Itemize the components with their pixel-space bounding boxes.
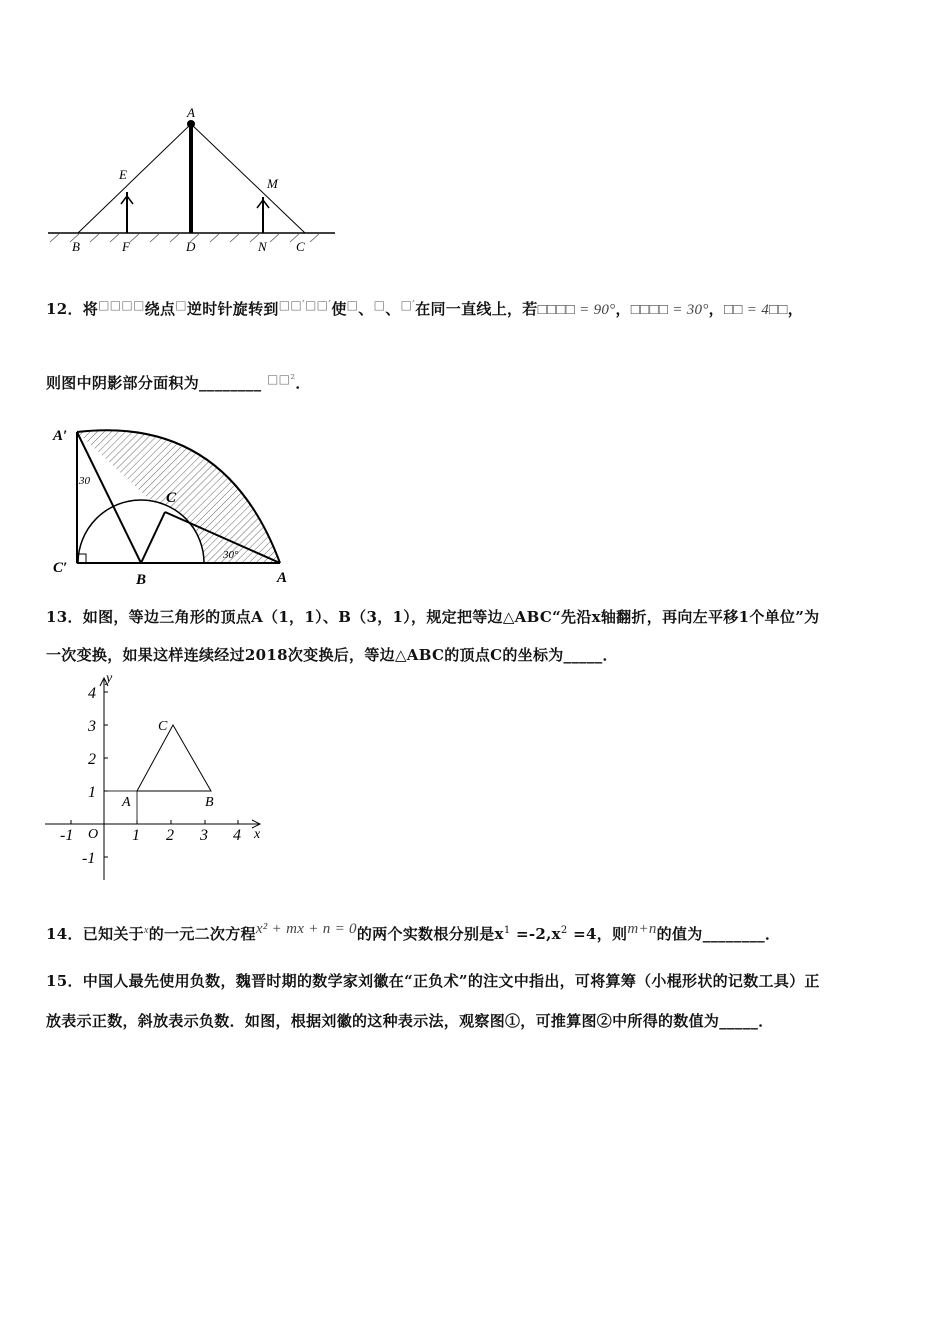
point-label-C: C [158,719,168,734]
label-N: N [258,239,267,254]
question-12-line-1: 12．将□□□□绕点□逆时针旋转到□□′□□′使□、□、□′在同一直线上，若□□□□ = 90°，□□□□ = 30°，□□ = 4□□， [46,298,804,318]
origin-label: O [88,827,99,842]
y-tick-label: 1 [88,784,96,801]
label-D: D [186,239,196,254]
label-F: F [122,239,130,254]
x-tick-label: 4 [233,827,241,844]
angle-label-30: 30 [79,475,90,487]
question-13-line-2: 一次变换，如果这样连续经过2018次变换后，等边△ABC的顶点C的坐标为_____． [46,646,618,664]
point-label-A: A [122,795,131,810]
y-tick-label: 3 [88,718,96,735]
x-tick-label: 1 [132,827,140,844]
label-B: B [72,239,80,254]
y-axis-label: y [106,671,113,686]
question-15-line-1: 15．中国人最先使用负数，魏晋时期的数学家刘徽在“正负术”的注文中指出，可将算筹（小棍形状的记数工具）正 [46,972,820,990]
label-C-prime: C′ [53,560,68,576]
question-15-line-2: 放表示正数，斜放表示负数．如图，根据刘徽的这种表示法，观察图①，可推算图②中所得的数值为_____． [46,1012,774,1030]
label-C: C [296,239,305,254]
label-M: M [267,176,278,191]
question-13-line-1: 13．如图，等边三角形的顶点A（1，1）、B（3，1），规定把等边△ABC“先沿x轴翻折，再向左平移1个单位”为 [46,608,820,626]
y-tick-label: -1 [82,850,96,867]
label-A-prime: A′ [53,428,68,444]
x-axis-label: x [254,827,261,842]
question-12-line-2: 则图中阴影部分面积为________ $^{□□^2}$． [46,372,311,392]
point-label-B: B [205,795,214,810]
y-tick-label: 4 [88,685,96,702]
label-A: A [277,570,288,586]
y-tick-label: 2 [88,751,96,768]
x-tick-label: 3 [200,827,208,844]
label-B: B [136,572,147,588]
x-tick-label: -1 [60,827,74,844]
angle-label-30-degrees: 30° [223,549,239,561]
x-tick-label: 2 [166,827,174,844]
label-A: A [187,105,195,120]
figure-12-diagram [45,420,295,590]
figure-13-coordinate-plane [40,670,270,885]
question-14: 14．已知关于$^x$的一元二次方程x² + mx + n = 0的两个实数根分别是$x^1 =-2,x^2 =4$，则m+n的值为________． [46,921,781,943]
label-E: E [119,167,127,182]
figure-11-diagram [40,100,340,260]
label-C: C [166,490,177,506]
